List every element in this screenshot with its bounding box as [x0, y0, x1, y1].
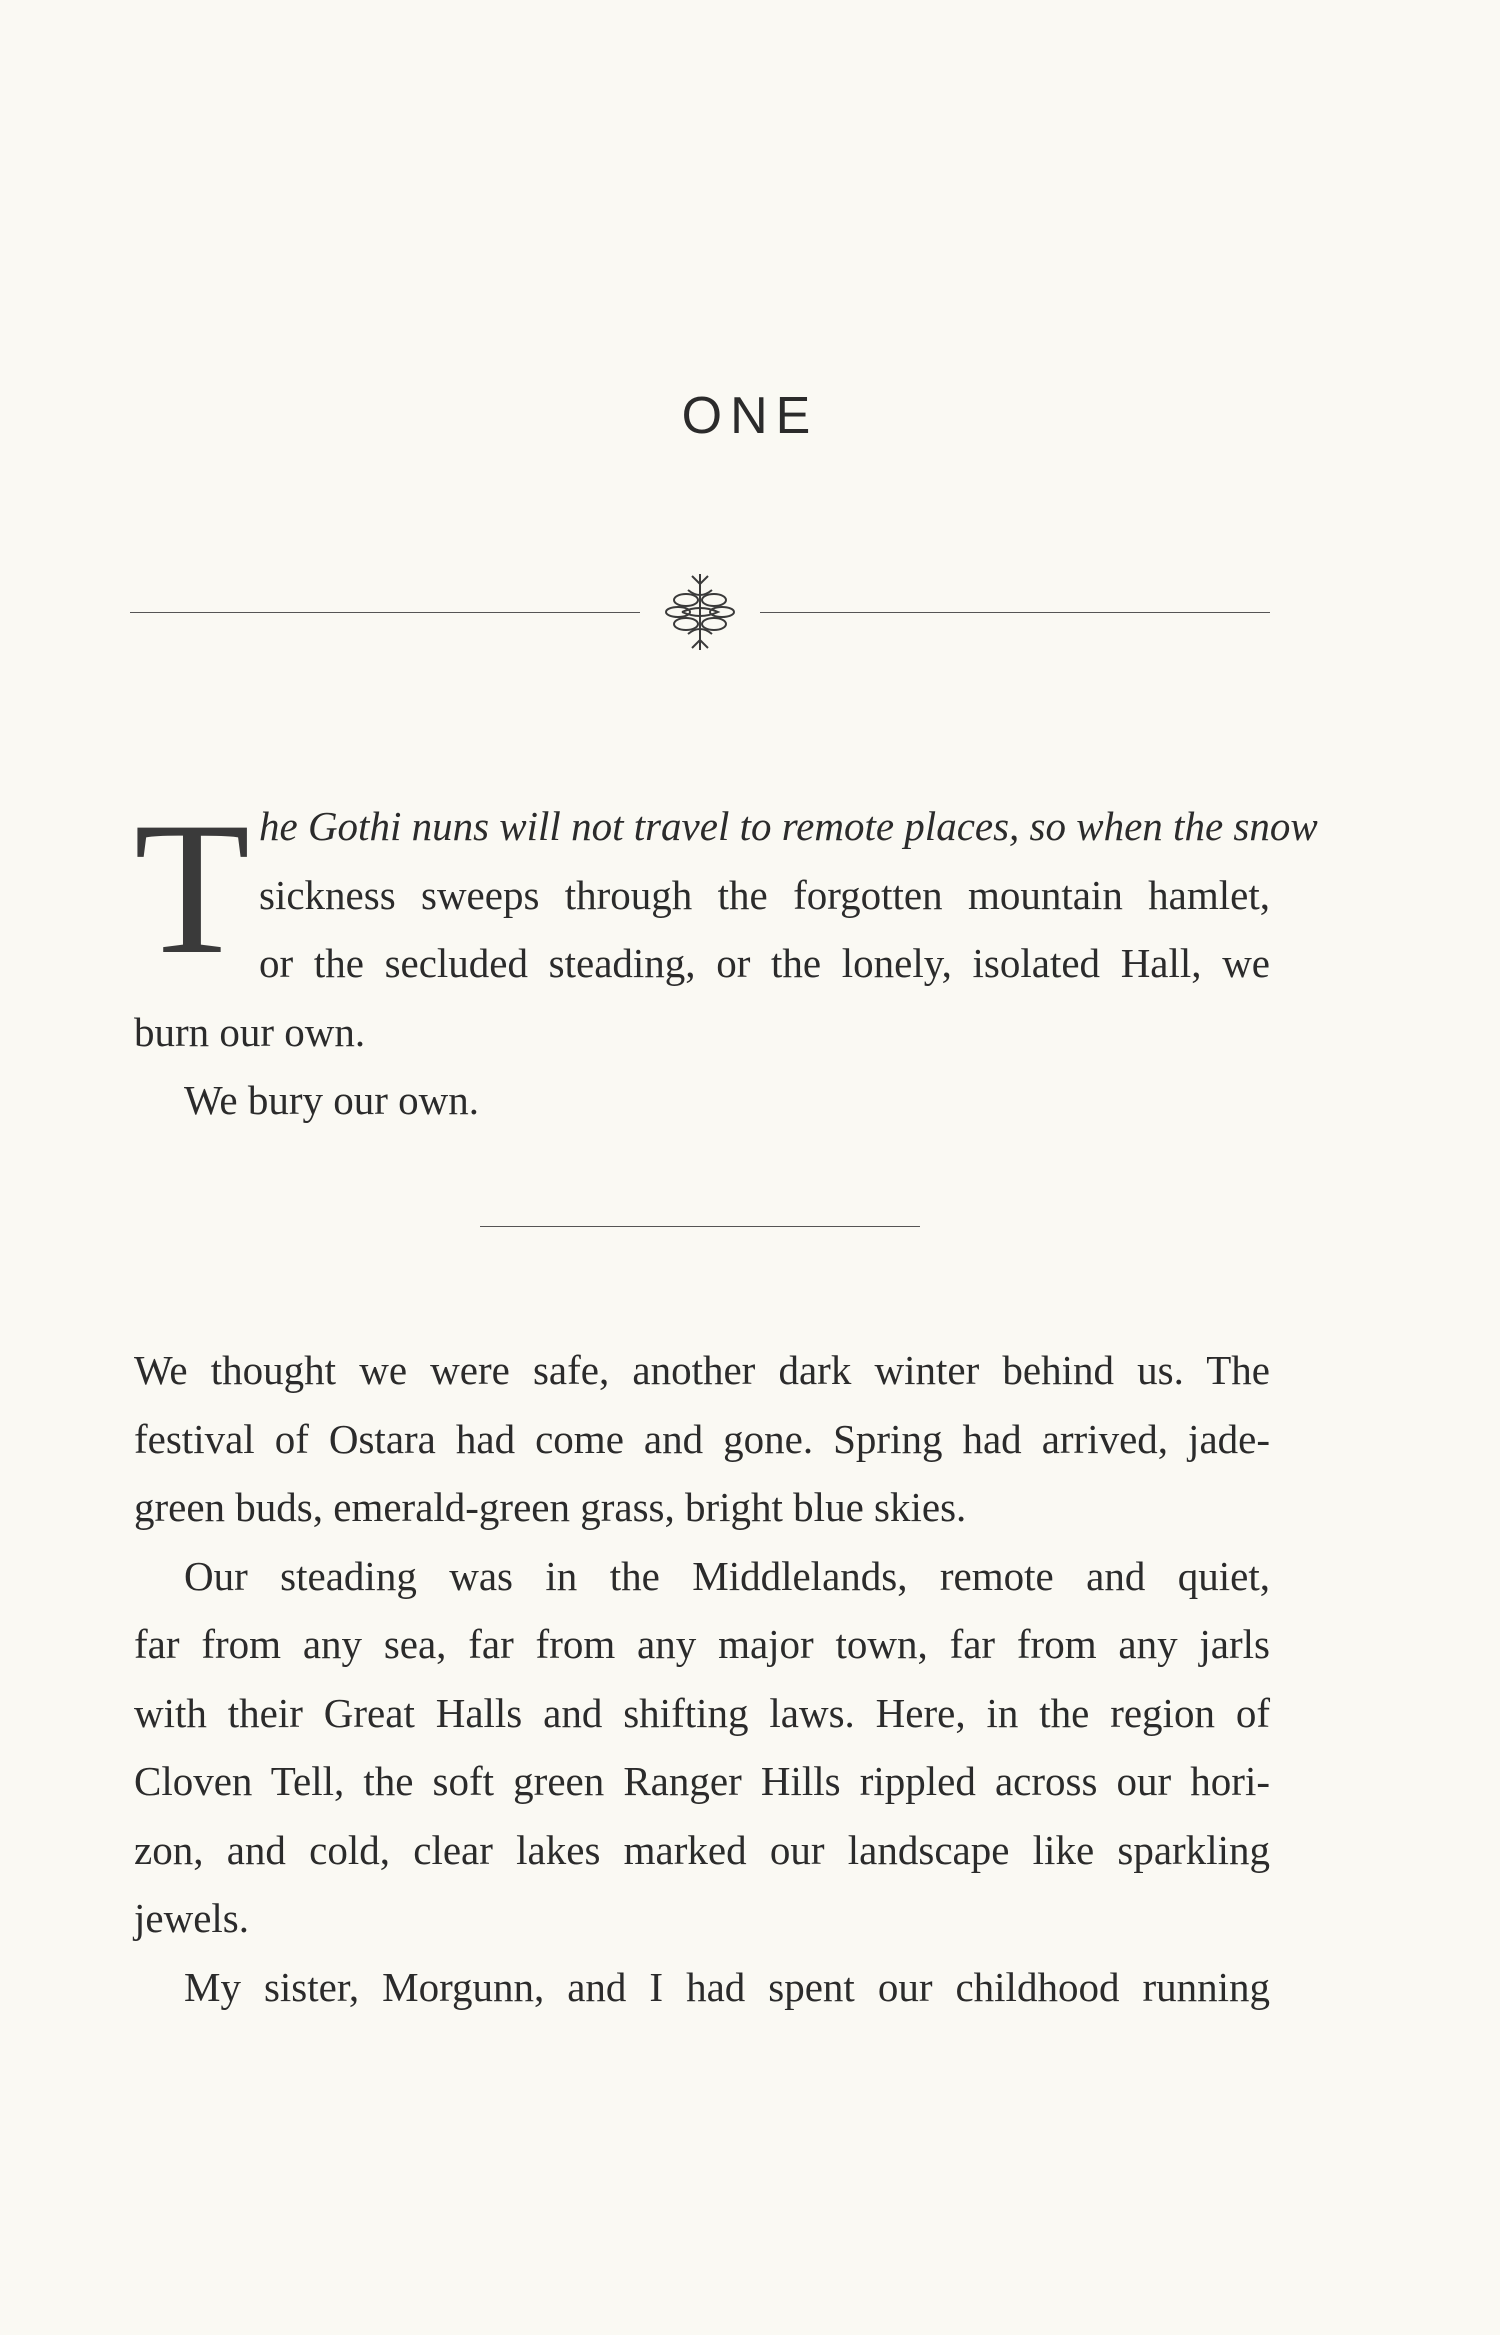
- body-line: far from any sea, far from any major town, far from any jarls: [134, 1621, 1270, 1667]
- body-line: Cloven Tell, the soft green Ranger Hills rippled across our hori-: [134, 1758, 1270, 1804]
- intro-line-5: We bury our own.: [184, 1077, 480, 1123]
- intro-line-3: or the secluded steading, or the lonely, isolated Hall, we: [259, 940, 1270, 986]
- divider-line-left: [130, 612, 640, 613]
- body-line: zon, and cold, clear lakes marked our landscape like sparkling: [134, 1826, 1270, 1873]
- chapter-ornament-divider: [130, 570, 1270, 654]
- intro-line-4: burn our own.: [134, 1008, 366, 1055]
- body-text: [134, 1336, 1270, 2021]
- knot-ornament-icon: [662, 570, 738, 654]
- intro-line-1: he Gothi nuns will not travel to remote places, so when the snow: [259, 803, 1318, 849]
- body-line: jewels.: [134, 1895, 249, 1941]
- body-line: My sister, Morgunn, and I had spent our childhood running: [184, 1963, 1270, 2010]
- body-line: We thought we were safe, another dark winter behind us. The: [134, 1347, 1270, 1393]
- body-line: Our steading was in the Middlelands, remote and quiet,: [184, 1552, 1270, 1599]
- intro-line-2: sickness sweeps through the forgotten mountain hamlet,: [259, 871, 1270, 918]
- body-line: festival of Ostara had come and gone. Spring had arrived, jade-: [134, 1415, 1270, 1462]
- section-break-line: [480, 1226, 920, 1227]
- drop-cap: T: [134, 784, 251, 994]
- chapter-title: ONE: [681, 387, 819, 445]
- intro-paragraph: [134, 784, 1318, 1135]
- body-line: with their Great Halls and shifting laws. Here, in the region of: [134, 1689, 1270, 1736]
- divider-line-right: [760, 612, 1270, 613]
- body-line: green buds, emerald-green grass, bright blue skies.: [134, 1484, 967, 1530]
